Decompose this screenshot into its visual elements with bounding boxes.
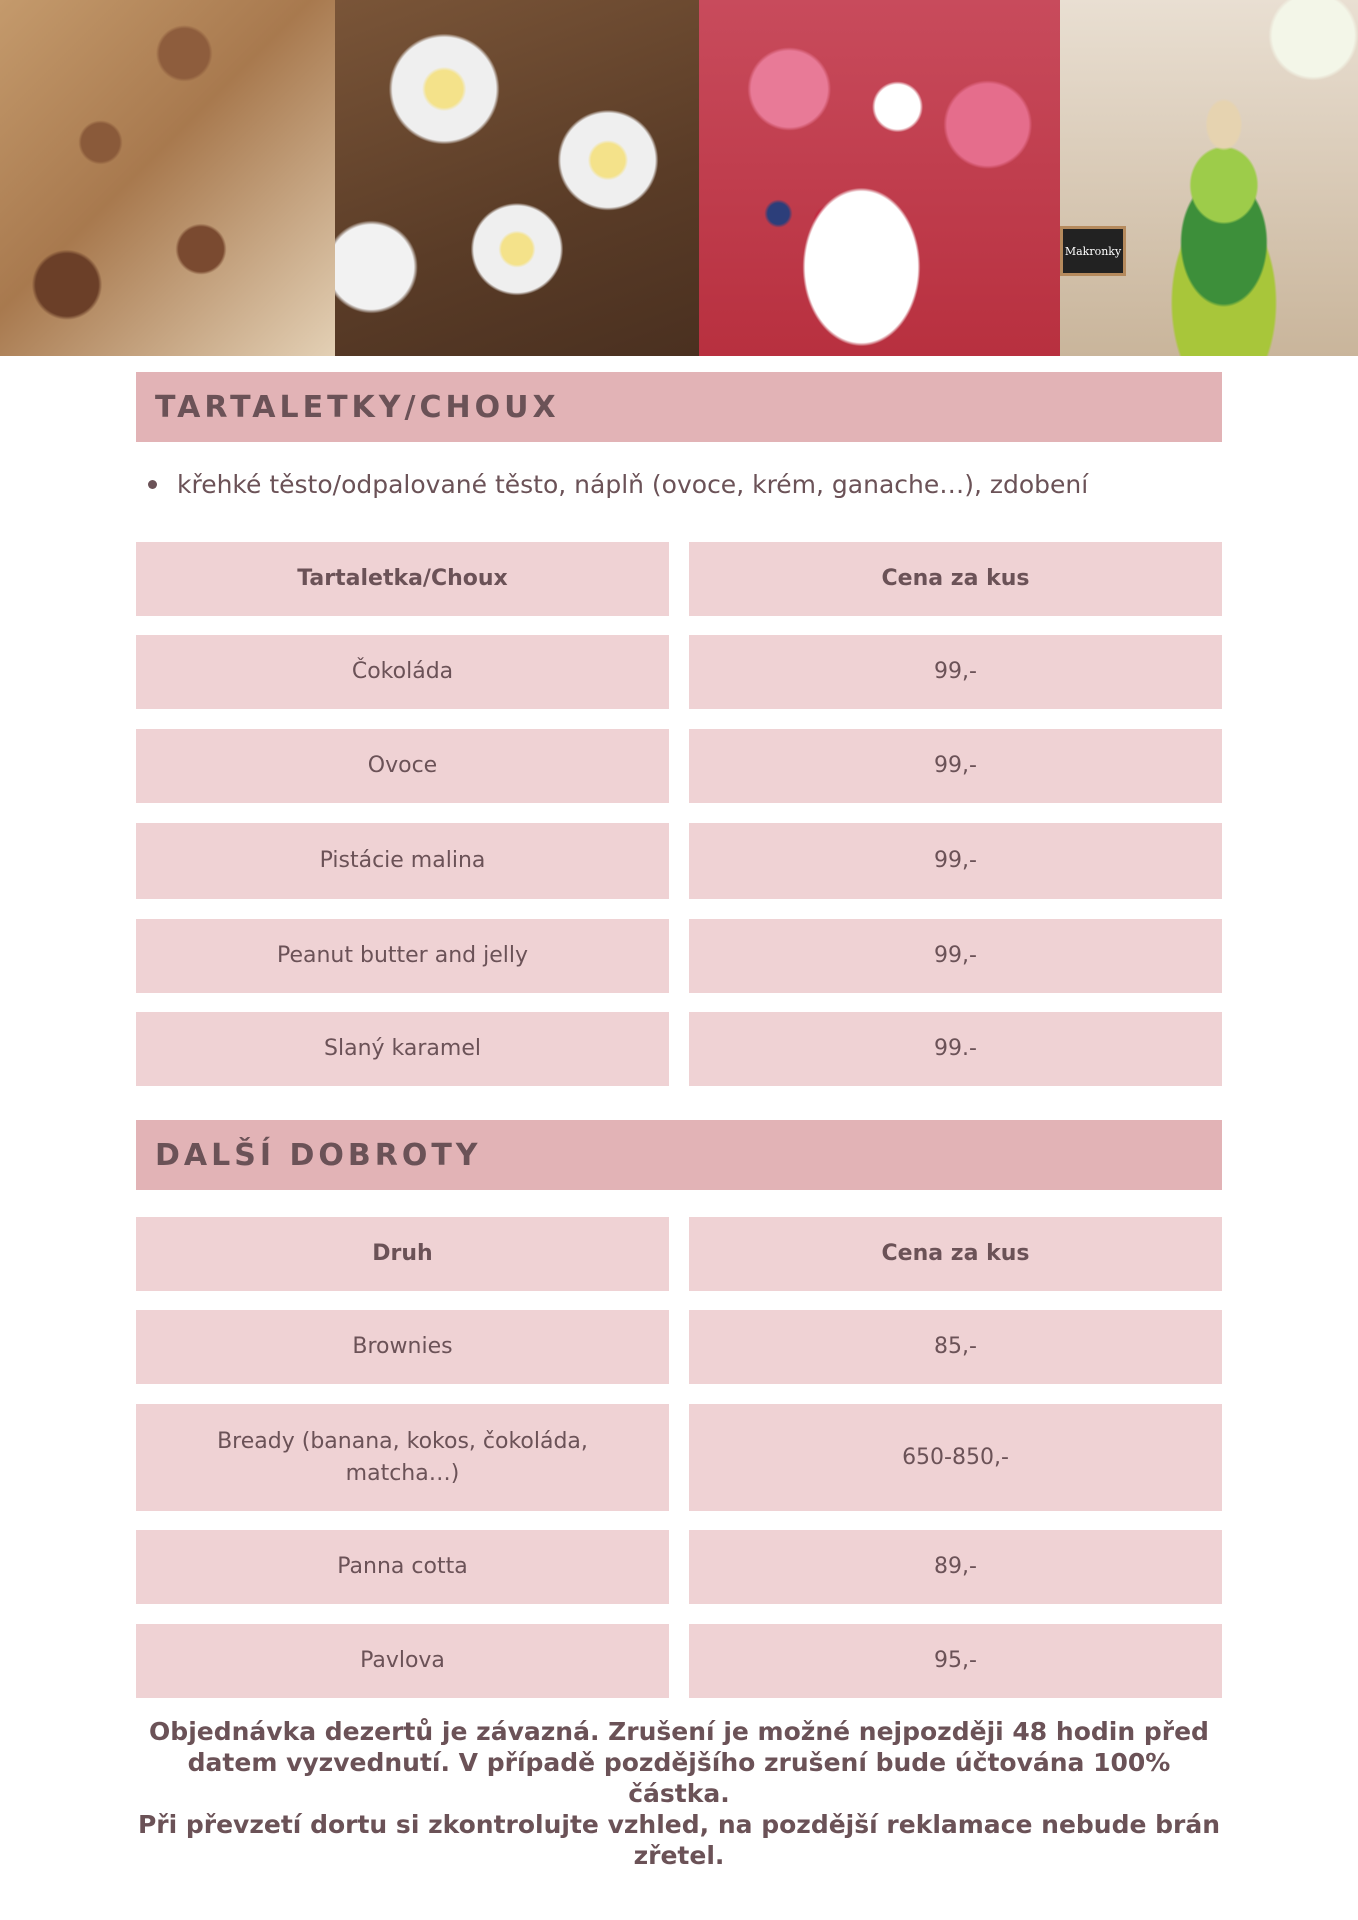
macaron-tower-photo: [1060, 0, 1358, 356]
macarons-pavlova-photo: [699, 0, 1060, 356]
table2-header-price: Cena za kus: [689, 1217, 1222, 1291]
makronky-sign: Makronky: [1060, 226, 1126, 276]
table1-row-price: 99,-: [689, 635, 1222, 709]
chocolate-cupcakes-photo: [0, 0, 335, 356]
table1-row-name: Pistácie malina: [136, 823, 669, 899]
table1-row-price: 99.-: [689, 1012, 1222, 1086]
cream-tartlets-photo: [335, 0, 699, 356]
section-header-dalsi-dobroty: [136, 1120, 1222, 1190]
table2-row-name: Panna cotta: [136, 1530, 669, 1604]
table1-row-name: Slaný karamel: [136, 1012, 669, 1086]
table2-row-price: 89,-: [689, 1530, 1222, 1604]
order-notice: [136, 1716, 1222, 1871]
photo-strip: [0, 0, 1358, 356]
table2-row-price: 95,-: [689, 1624, 1222, 1698]
section-header-tartaletky: [136, 372, 1222, 442]
table1-row-name: Ovoce: [136, 729, 669, 803]
table1-header-product: Tartaletka/Choux: [136, 542, 669, 616]
table1-row-price: 99,-: [689, 823, 1222, 899]
section-title: TARTALETKY/CHOUX: [155, 389, 560, 425]
bullet-dot-icon: [148, 480, 157, 489]
table2-row-name: Bready (banana, kokos, čokoláda, matcha…): [136, 1404, 669, 1511]
notice-inspection: Při převzetí dortu si zkontrolujte vzhled, na pozdější reklamace nebude brán zřetel.: [137, 1810, 1221, 1870]
table2-row-name: Pavlova: [136, 1624, 669, 1698]
table1-row-name: Čokoláda: [136, 635, 669, 709]
bullet-text: křehké těsto/odpalované těsto, náplň (ovoce, krém, ganache…), zdobení: [177, 470, 1089, 499]
notice-cancellation: Objednávka dezertů je závazná. Zrušení je možné nejpozději 48 hodin před datem vyzvednutí. V případě pozdějšího zrušení bude účtována 100% částka.: [149, 1717, 1209, 1808]
table1-row-price: 99,-: [689, 729, 1222, 803]
table1-row-name: Peanut butter and jelly: [136, 919, 669, 993]
table2-row-price: 650-850,-: [689, 1404, 1222, 1511]
table1-row-price: 99,-: [689, 919, 1222, 993]
bullet-description: [148, 470, 1228, 499]
table1-header-price: Cena za kus: [689, 542, 1222, 616]
table2-header-type: Druh: [136, 1217, 669, 1291]
section-title: DALŠÍ DOBROTY: [155, 1137, 482, 1173]
table2-row-price: 85,-: [689, 1310, 1222, 1384]
table2-row-name: Brownies: [136, 1310, 669, 1384]
